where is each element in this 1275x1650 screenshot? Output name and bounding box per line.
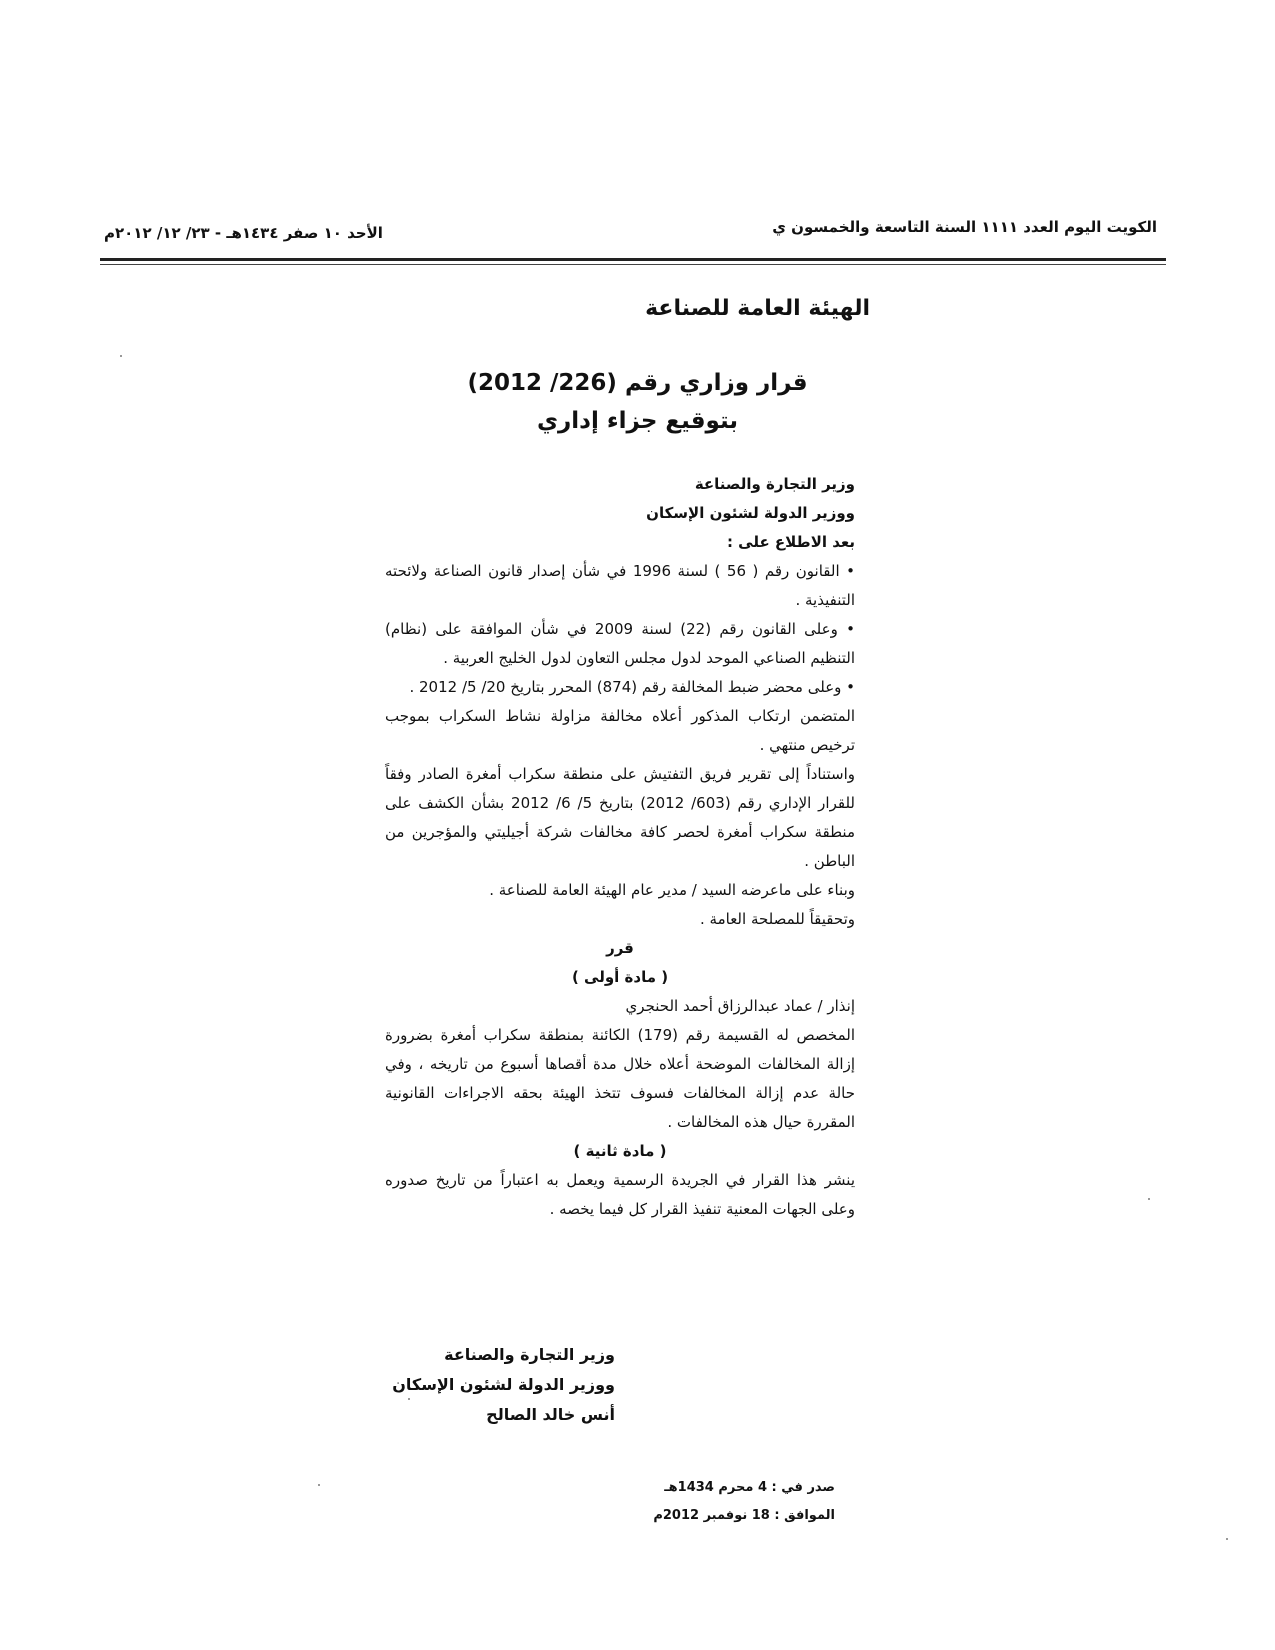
scan-speck <box>408 1398 410 1400</box>
article-1-line: المخصص له القسيمة رقم (179) الكائنة بمنطقة سكراب أمغرة بضرورة إزالة المخالفات الموضحة أعلاه خلال مدة أقصاها أسبوع من تاريخه ، وفي حالة عدم إزالة المخالفات فسوف تتخذ الهيئة بحقه الاجراءات القانونية المقررة حيال هذه المخالفات . <box>385 1026 855 1131</box>
intro-line: ووزير الدولة لشئون الإسكان <box>646 504 855 522</box>
header-rule <box>100 258 1166 261</box>
scan-speck <box>1226 1538 1228 1540</box>
preamble-paragraph: • القانون رقم ( 56 ) لسنة 1996 في شأن إصدار قانون الصناعة ولائحته التنفيذية . <box>385 562 855 609</box>
preamble-paragraph: وبناء على ماعرضه السيد / مدير عام الهيئة العامة للصناعة . <box>489 881 855 899</box>
signature-block <box>392 1340 615 1430</box>
signature-title: ووزير الدولة لشئون الإسكان <box>392 1375 615 1394</box>
preamble-paragraph: وتحقيقاً للمصلحة العامة . <box>700 910 855 928</box>
article-2-heading: ( مادة ثانية ) <box>573 1142 667 1160</box>
intro-line: بعد الاطلاع على : <box>726 533 855 551</box>
decree-body <box>385 470 855 1224</box>
header-rule-thin <box>100 264 1166 265</box>
preamble-paragraph: المتضمن ارتكاب المذكور أعلاه مخالفة مزاولة نشاط السكراب بموجب ترخيص منتهي . <box>385 707 855 754</box>
article-1-heading: ( مادة أولى ) <box>571 968 669 986</box>
gazette-header-date: الأحد ١٠ صفر ١٤٣٤هـ - ٢٣/ ١٢/ ٢٠١٢م <box>104 224 383 242</box>
preamble-paragraph: • وعلى محضر ضبط المخالفة رقم (874) المحرر بتاريخ 20/ 5/ 2012 . <box>409 678 855 696</box>
decree-title: قرار وزاري رقم (226/ 2012) <box>467 370 808 396</box>
signature-title: وزير التجارة والصناعة <box>444 1345 615 1364</box>
issue-date-block <box>653 1474 835 1530</box>
article-1-line: إنذار / عماد عبدالرزاق أحمد الحنجري <box>625 997 855 1015</box>
decided-heading: قرر <box>606 939 634 957</box>
issue-date-gregorian: الموافق : 18 نوفمبر 2012م <box>653 1508 835 1523</box>
intro-line: وزير التجارة والصناعة <box>694 475 855 493</box>
authority-name: الهيئة العامة للصناعة <box>645 296 870 321</box>
signature-name: أنس خالد الصالح <box>486 1405 615 1424</box>
article-2-text: ينشر هذا القرار في الجريدة الرسمية ويعمل به اعتباراً من تاريخ صدوره وعلى الجهات المعنية تنفيذ القرار كل فيما يخصه . <box>385 1171 855 1218</box>
decree-subtitle: بتوقيع جزاء إداري <box>536 408 739 434</box>
scan-speck <box>120 355 122 357</box>
scan-speck <box>318 1484 320 1486</box>
gazette-header-issue: الكويت اليوم العدد ١١١١ السنة التاسعة والخمسون ي <box>772 218 1157 236</box>
scan-speck <box>1148 1198 1150 1200</box>
issue-date-hijri: صدر في : 4 محرم 1434هـ <box>664 1480 835 1495</box>
preamble-paragraph: واستناداً إلى تقرير فريق التفتيش على منطقة سكراب أمغرة الصادر وفقاً للقرار الإداري رقم (603/ 2012) بتاريخ 5/ 6/ 2012 بشأن الكشف على منطقة سكراب أمغرة لحصر كافة مخالفات شركة أجيليتي والمؤجرين من الباطن . <box>385 765 855 870</box>
preamble-paragraph: • وعلى القانون رقم (22) لسنة 2009 في شأن الموافقة على (نظام) التنظيم الصناعي الموحد لدول مجلس التعاون لدول الخليج العربية . <box>385 620 855 667</box>
